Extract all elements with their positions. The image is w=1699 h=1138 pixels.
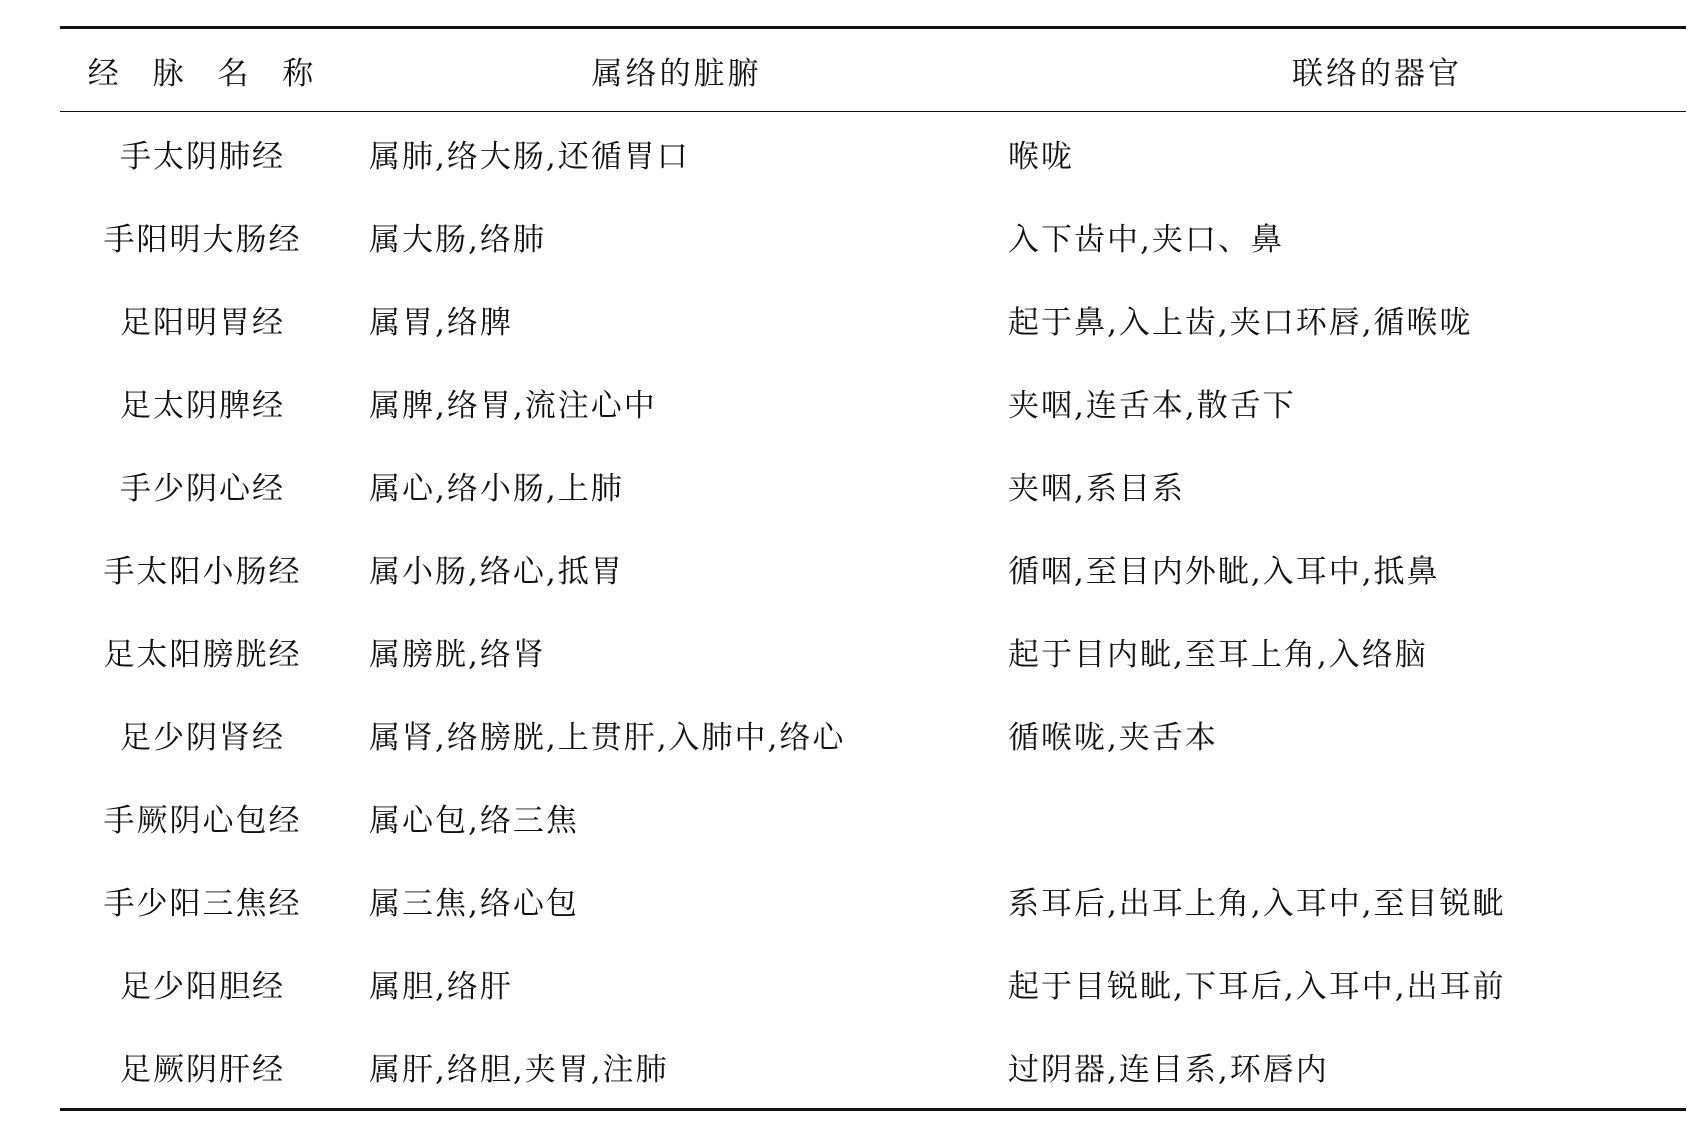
meridian-name-cell: 足阳明胃经: [120, 305, 285, 341]
meridian-table-body: [60, 112, 1686, 1108]
organ-cell: 属心包,络三焦: [369, 803, 579, 839]
table-row: [60, 610, 1686, 693]
meridian-name-cell: 手少阴心经: [120, 471, 285, 507]
organ-cell: 属肾,络膀胱,上贯肝,入肺中,络心: [369, 720, 846, 756]
other-organ-cell: 起于鼻,入上齿,夹口环唇,循喉咙: [1008, 305, 1473, 341]
meridian-name-cell: 手太阴肺经: [120, 139, 285, 175]
table-row: [60, 693, 1686, 776]
organ-cell: 属小肠,络心,抵胃: [369, 554, 624, 590]
meridian-name-cell: 手太阳小肠经: [103, 554, 302, 590]
meridian-name-cell: 足少阴肾经: [120, 720, 285, 756]
other-organ-cell: 喉咙: [1008, 139, 1074, 175]
header-organ: 属络的脏腑: [591, 55, 762, 92]
organ-cell: 属胆,络肝: [369, 969, 513, 1005]
other-organ-cell: [1008, 776, 1686, 859]
bottom-rule: [60, 1108, 1686, 1111]
other-organ-cell: 循咽,至目内外眦,入耳中,抵鼻: [1008, 554, 1440, 590]
meridian-name-cell: 手厥阴心包经: [103, 803, 302, 839]
meridian-name-cell: 足厥阴肝经: [120, 1052, 285, 1088]
meridian-name-cell: 手少阳三焦经: [103, 886, 302, 922]
other-organ-cell: 起于目锐眦,下耳后,入耳中,出耳前: [1008, 969, 1506, 1005]
meridian-name-cell: 足太阴脾经: [120, 388, 285, 424]
header-other: 联络的器官: [1292, 55, 1462, 92]
other-organ-cell: 夹咽,连舌本,散舌下: [1008, 388, 1296, 424]
table-row: [60, 859, 1686, 942]
other-organ-cell: 过阴器,连目系,环唇内: [1008, 1052, 1329, 1088]
other-organ-cell: 起于目内眦,至耳上角,入络脑: [1008, 637, 1428, 673]
table-row: [60, 195, 1686, 278]
other-organ-cell: 系耳后,出耳上角,入耳中,至目锐眦: [1008, 886, 1506, 922]
organ-cell: 属肝,络胆,夹胃,注肺: [369, 1052, 669, 1088]
table-row: [60, 527, 1686, 610]
meridian-name-cell: 手阳明大肠经: [103, 222, 302, 258]
organ-cell: 属肺,络大肠,还循胃口: [369, 139, 690, 175]
table-row: [60, 444, 1686, 527]
table-row: [60, 776, 1686, 859]
header-row: [60, 29, 1686, 111]
organ-cell: 属大肠,络肺: [369, 222, 546, 258]
organ-cell: 属胃,络脾: [369, 305, 513, 341]
meridian-name-cell: 足少阳胆经: [120, 969, 285, 1005]
meridian-table-grid: [60, 29, 1686, 111]
table-row: [60, 112, 1686, 195]
header-meridian: 经 脉 名 称: [87, 55, 326, 92]
table-row: [60, 942, 1686, 1025]
meridian-table: [60, 26, 1686, 1111]
other-organ-cell: 循喉咙,夹舌本: [1008, 720, 1218, 756]
table-row: [60, 1025, 1686, 1108]
meridian-name-cell: 足太阳膀胱经: [103, 637, 302, 673]
table-row: [60, 361, 1686, 444]
table-row: [60, 278, 1686, 361]
other-organ-cell: 入下齿中,夹口、鼻: [1008, 222, 1284, 258]
other-organ-cell: 夹咽,系目系: [1008, 471, 1185, 507]
organ-cell: 属三焦,络心包: [369, 886, 579, 922]
organ-cell: 属膀胱,络肾: [369, 637, 546, 673]
organ-cell: 属心,络小肠,上肺: [369, 471, 624, 507]
organ-cell: 属脾,络胃,流注心中: [369, 388, 657, 424]
